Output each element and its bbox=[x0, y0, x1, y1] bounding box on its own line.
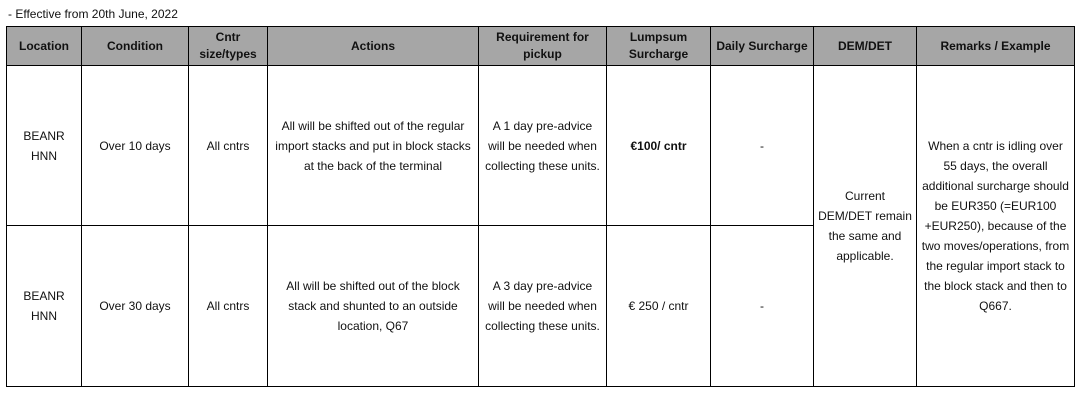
table-row bbox=[7, 66, 1075, 226]
surcharge-table bbox=[6, 26, 1075, 387]
header-actions: Actions bbox=[268, 27, 479, 66]
cell-lumpsum: € 250 / cntr bbox=[607, 226, 711, 387]
table-header-row bbox=[7, 27, 1075, 66]
header-cntr-size: Cntr size/types bbox=[189, 27, 268, 66]
cell-daily: - bbox=[711, 226, 814, 387]
cell-remarks: When a cntr is idling over 55 days, the overall additional surcharge should be EUR350 (=EUR100 +EUR250), because of the two moves/operations, from the regular import stack to the block stack and then to Q667. bbox=[917, 66, 1075, 387]
header-dem-det: DEM/DET bbox=[814, 27, 917, 66]
cell-condition: Over 30 days bbox=[82, 226, 189, 387]
cell-cntr: All cntrs bbox=[189, 226, 268, 387]
cell-lumpsum: €100/ cntr bbox=[607, 66, 711, 226]
cell-requirement: A 1 day pre-advice will be needed when collecting these units. bbox=[479, 66, 607, 226]
header-location: Location bbox=[7, 27, 82, 66]
cell-daily: - bbox=[711, 66, 814, 226]
header-requirement: Requirement for pickup bbox=[479, 27, 607, 66]
cell-actions: All will be shifted out of the block stack and shunted to an outside location, Q67 bbox=[268, 226, 479, 387]
cell-condition: Over 10 days bbox=[82, 66, 189, 226]
cell-actions: All will be shifted out of the regular import stacks and put in block stacks at the back of the terminal bbox=[268, 66, 479, 226]
effective-date-note: - Effective from 20th June, 2022 bbox=[8, 7, 178, 21]
cell-location: BEANR HNN bbox=[7, 226, 82, 387]
header-remarks: Remarks / Example bbox=[917, 27, 1075, 66]
header-condition: Condition bbox=[82, 27, 189, 66]
cell-location: BEANR HNN bbox=[7, 66, 82, 226]
cell-requirement: A 3 day pre-advice will be needed when collecting these units. bbox=[479, 226, 607, 387]
cell-cntr: All cntrs bbox=[189, 66, 268, 226]
header-lumpsum: Lumpsum Surcharge bbox=[607, 27, 711, 66]
header-daily: Daily Surcharge bbox=[711, 27, 814, 66]
cell-dem-det: Current DEM/DET remain the same and applicable. bbox=[814, 66, 917, 387]
